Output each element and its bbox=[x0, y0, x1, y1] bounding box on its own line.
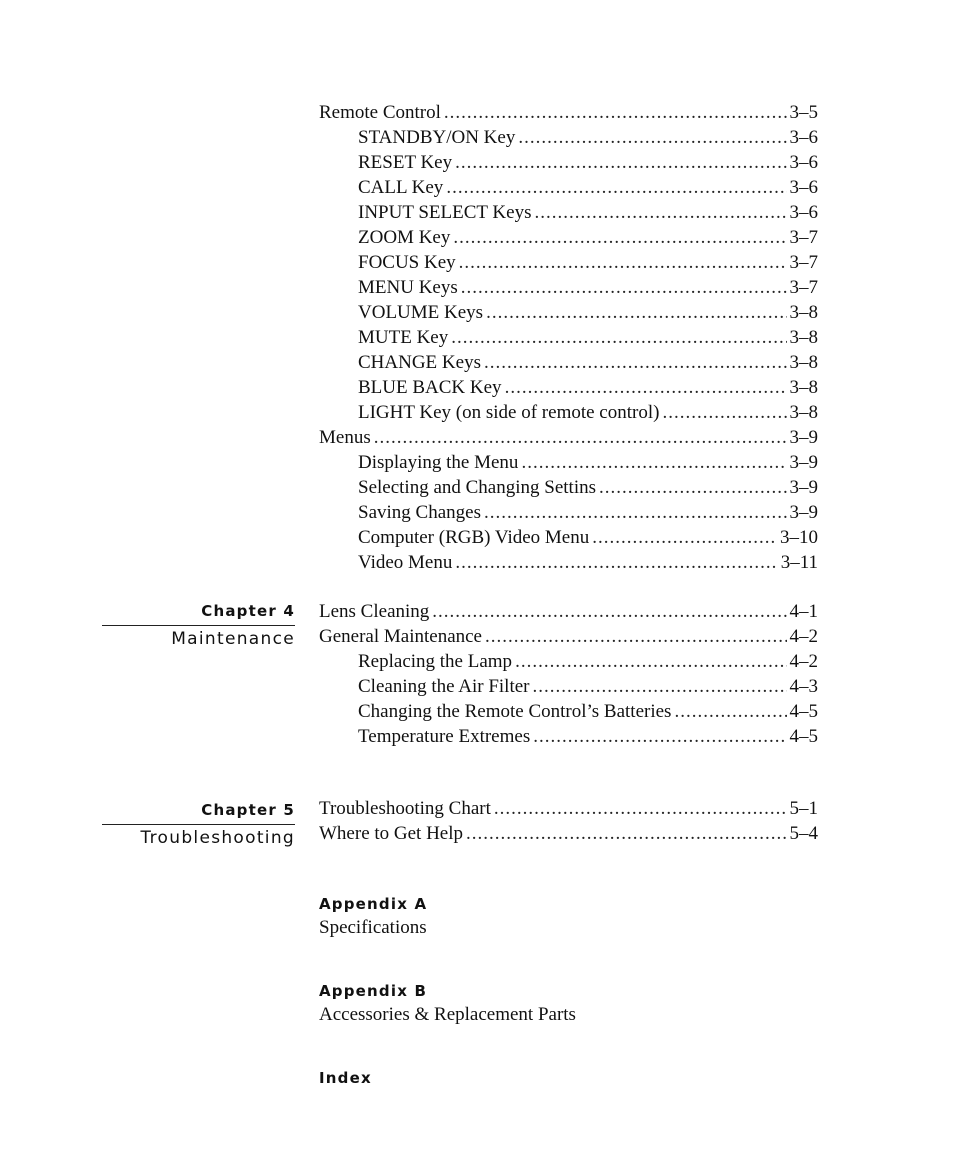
dot-leader bbox=[444, 100, 787, 125]
appendix-b bbox=[319, 980, 576, 1027]
toc-entry[interactable] bbox=[319, 475, 818, 500]
toc-entry-title: STANDBY/ON Key bbox=[358, 127, 516, 148]
index-label[interactable]: Index bbox=[319, 1069, 372, 1087]
toc-entry-page: 5–4 bbox=[789, 823, 818, 844]
toc-section-chapter-3 bbox=[319, 100, 818, 575]
toc-section-chapter-4 bbox=[319, 599, 818, 749]
dot-leader bbox=[484, 500, 787, 525]
toc-entry-page: 3–9 bbox=[789, 502, 818, 523]
chapter-divider bbox=[102, 824, 295, 825]
dot-leader bbox=[484, 350, 787, 375]
dot-leader bbox=[432, 599, 786, 624]
toc-entry-page: 3–6 bbox=[789, 202, 818, 223]
appendix-label: Appendix A bbox=[319, 895, 428, 913]
dot-leader bbox=[599, 475, 786, 500]
toc-entry[interactable] bbox=[319, 624, 818, 649]
toc-entry-title: Saving Changes bbox=[358, 502, 481, 523]
toc-entry-page: 3–8 bbox=[789, 327, 818, 348]
dot-leader bbox=[455, 550, 777, 575]
dot-leader bbox=[662, 400, 786, 425]
toc-entry[interactable] bbox=[319, 100, 818, 125]
toc-entry-title: Replacing the Lamp bbox=[358, 651, 513, 672]
toc-entry-title: BLUE BACK Key bbox=[358, 377, 502, 398]
chapter-name: Maintenance bbox=[171, 629, 295, 649]
toc-entry-page: 3–9 bbox=[789, 452, 818, 473]
chapter-label: Chapter 5 bbox=[201, 801, 295, 819]
toc-entry[interactable] bbox=[319, 150, 818, 175]
toc-entry-title: Lens Cleaning bbox=[319, 601, 430, 622]
toc-entry[interactable] bbox=[319, 724, 818, 749]
dot-leader bbox=[505, 375, 787, 400]
dot-leader bbox=[453, 225, 786, 250]
appendix-label: Appendix B bbox=[319, 982, 428, 1000]
toc-entry[interactable] bbox=[319, 250, 818, 275]
toc-entry-page: 3–7 bbox=[789, 227, 818, 248]
dot-leader bbox=[459, 250, 787, 275]
dot-leader bbox=[461, 275, 787, 300]
toc-entry-page: 4–3 bbox=[789, 676, 818, 697]
dot-leader bbox=[534, 200, 786, 225]
appendix-title[interactable]: Accessories & Replacement Parts bbox=[319, 1004, 576, 1025]
toc-entry[interactable] bbox=[319, 275, 818, 300]
chapter-divider bbox=[102, 625, 295, 626]
dot-leader bbox=[446, 175, 786, 200]
toc-entry[interactable] bbox=[319, 200, 818, 225]
dot-leader bbox=[374, 425, 787, 450]
toc-entry-title: Selecting and Changing Settins bbox=[358, 477, 597, 498]
toc-entry-title: CALL Key bbox=[358, 177, 444, 198]
toc-entry[interactable] bbox=[319, 821, 818, 846]
toc-entry[interactable] bbox=[319, 225, 818, 250]
toc-entry-title: Computer (RGB) Video Menu bbox=[358, 527, 590, 548]
toc-entry-page: 3–7 bbox=[789, 277, 818, 298]
toc-entry[interactable] bbox=[319, 175, 818, 200]
toc-entry-page: 3–6 bbox=[789, 177, 818, 198]
toc-entry[interactable] bbox=[319, 674, 818, 699]
toc-entry[interactable] bbox=[319, 525, 818, 550]
toc-entry[interactable] bbox=[319, 450, 818, 475]
dot-leader bbox=[533, 724, 786, 749]
appendix-a bbox=[319, 893, 427, 940]
toc-entry-title: LIGHT Key (on side of remote control) bbox=[358, 402, 660, 423]
toc-entry-title: RESET Key bbox=[358, 152, 453, 173]
dot-leader bbox=[533, 674, 787, 699]
toc-entry-title: VOLUME Keys bbox=[358, 302, 484, 323]
toc-entry[interactable] bbox=[319, 649, 818, 674]
chapter-5-heading bbox=[102, 798, 295, 850]
toc-entry-page: 3–8 bbox=[789, 402, 818, 423]
appendix-title[interactable]: Specifications bbox=[319, 917, 427, 938]
toc-entry-page: 5–1 bbox=[789, 798, 818, 819]
toc-entry-page: 3–9 bbox=[789, 427, 818, 448]
dot-leader bbox=[486, 300, 786, 325]
toc-entry-page: 3–8 bbox=[789, 302, 818, 323]
dot-leader bbox=[485, 624, 787, 649]
toc-entry-page: 3–5 bbox=[789, 102, 818, 123]
toc-entry-page: 4–1 bbox=[789, 601, 818, 622]
toc-entry[interactable] bbox=[319, 400, 818, 425]
toc-entry-page: 4–2 bbox=[789, 651, 818, 672]
toc-entry[interactable] bbox=[319, 550, 818, 575]
chapter-label: Chapter 4 bbox=[201, 602, 295, 620]
toc-entry[interactable] bbox=[319, 500, 818, 525]
toc-entry[interactable] bbox=[319, 325, 818, 350]
dot-leader bbox=[455, 150, 786, 175]
toc-entry-page: 3–7 bbox=[789, 252, 818, 273]
toc-entry-title: Where to Get Help bbox=[319, 823, 464, 844]
toc-entry-title: Temperature Extremes bbox=[358, 726, 531, 747]
toc-entry-title: General Maintenance bbox=[319, 626, 482, 647]
dot-leader bbox=[674, 699, 786, 724]
toc-entry-title: INPUT SELECT Keys bbox=[358, 202, 532, 223]
toc-entry-page: 3–11 bbox=[780, 552, 818, 573]
chapter-name: Troubleshooting bbox=[140, 828, 295, 848]
toc-entry[interactable] bbox=[319, 300, 818, 325]
dot-leader bbox=[466, 821, 786, 846]
toc-entry[interactable] bbox=[319, 350, 818, 375]
dot-leader bbox=[521, 450, 786, 475]
dot-leader bbox=[518, 125, 786, 150]
dot-leader bbox=[515, 649, 786, 674]
toc-entry-page: 3–8 bbox=[789, 352, 818, 373]
toc-entry-page: 3–6 bbox=[789, 127, 818, 148]
toc-entry-title: ZOOM Key bbox=[358, 227, 451, 248]
toc-entry-title: Changing the Remote Control’s Batteries bbox=[358, 701, 672, 722]
toc-entry-page: 4–2 bbox=[789, 626, 818, 647]
toc-entry-title: Menus bbox=[319, 427, 371, 448]
toc-entry-title: MUTE Key bbox=[358, 327, 449, 348]
toc-entry-title: Remote Control bbox=[319, 102, 441, 123]
toc-entry-title: FOCUS Key bbox=[358, 252, 456, 273]
toc-entry-page: 4–5 bbox=[789, 701, 818, 722]
toc-entry-title: Displaying the Menu bbox=[358, 452, 519, 473]
dot-leader bbox=[592, 525, 777, 550]
toc-entry-title: Cleaning the Air Filter bbox=[358, 676, 530, 697]
toc-entry[interactable] bbox=[319, 796, 818, 821]
toc-entry-title: Video Menu bbox=[358, 552, 453, 573]
chapter-4-heading bbox=[102, 599, 295, 651]
toc-entry-page: 3–9 bbox=[789, 477, 818, 498]
index-heading bbox=[319, 1067, 372, 1089]
dot-leader bbox=[494, 796, 787, 821]
toc-entry[interactable] bbox=[319, 699, 818, 724]
toc-entry-page: 3–6 bbox=[789, 152, 818, 173]
toc-entry[interactable] bbox=[319, 125, 818, 150]
toc-entry-title: CHANGE Keys bbox=[358, 352, 481, 373]
toc-entry-title: MENU Keys bbox=[358, 277, 458, 298]
toc-entry[interactable] bbox=[319, 599, 818, 624]
toc-entry[interactable] bbox=[319, 425, 818, 450]
toc-entry-title: Troubleshooting Chart bbox=[319, 798, 491, 819]
toc-entry[interactable] bbox=[319, 375, 818, 400]
dot-leader bbox=[451, 325, 786, 350]
toc-entry-page: 3–8 bbox=[789, 377, 818, 398]
toc-entry-page: 4–5 bbox=[789, 726, 818, 747]
toc-entry-page: 3–10 bbox=[780, 527, 818, 548]
toc-section-chapter-5 bbox=[319, 796, 818, 846]
